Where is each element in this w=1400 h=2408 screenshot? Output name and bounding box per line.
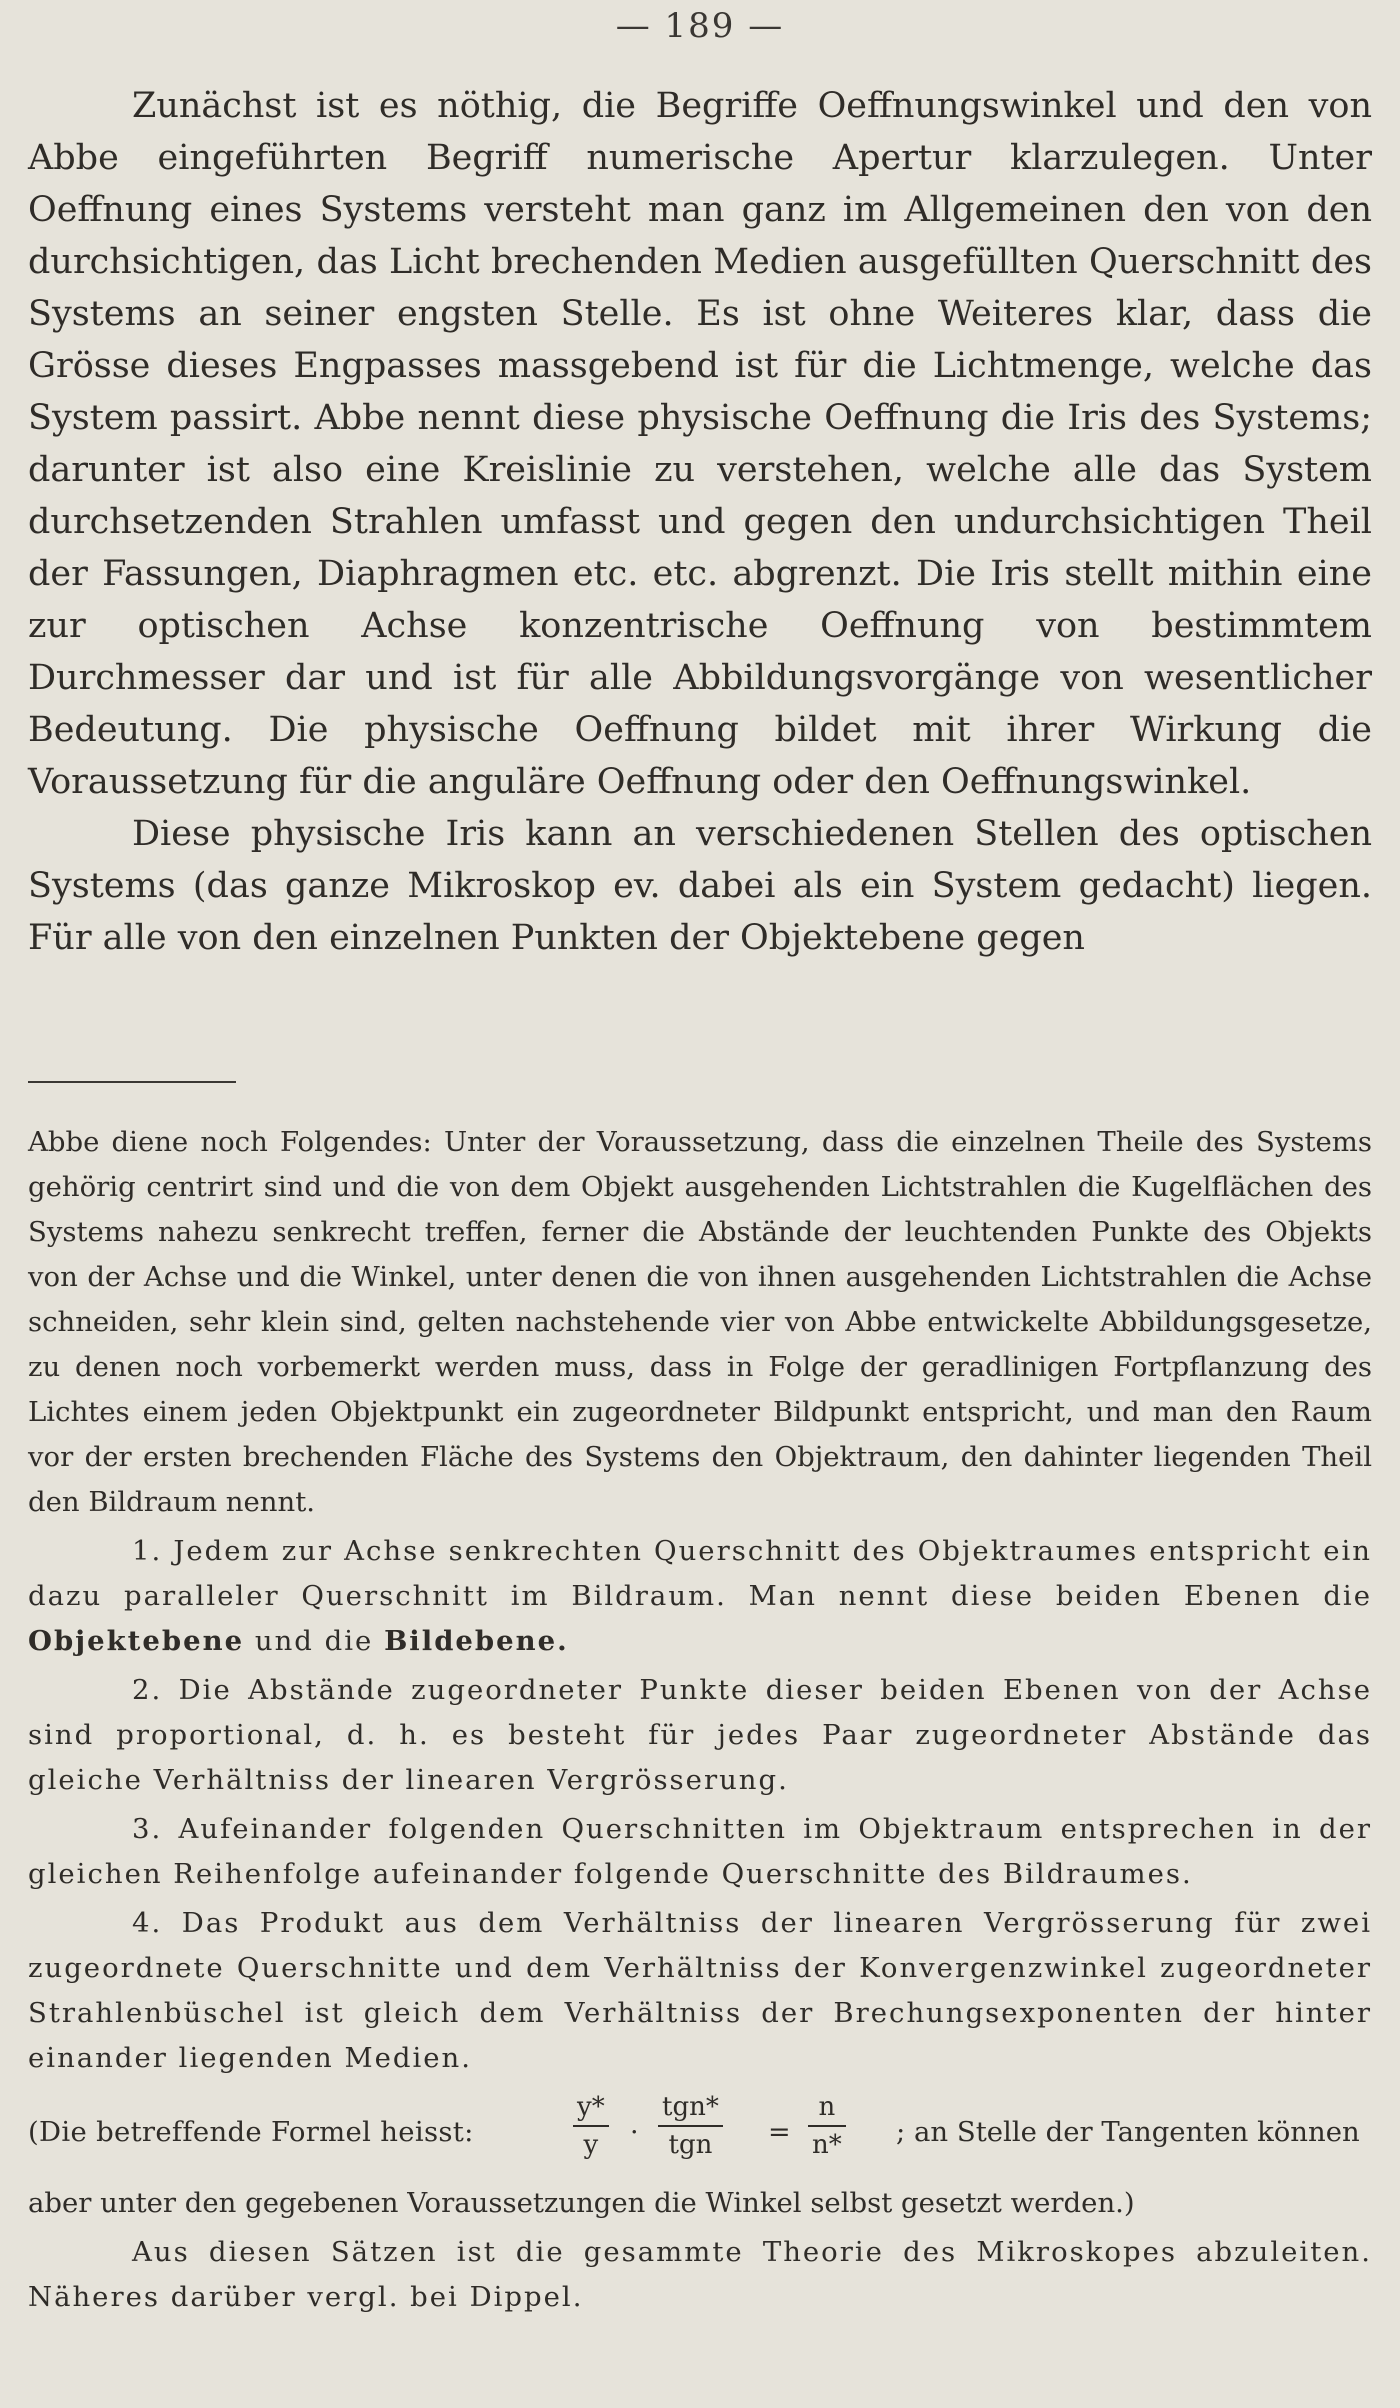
law-2: 2. Die Abstände zugeordneter Punkte dieser beiden Ebenen von der Achse sind proportional, d. h. es besteht für jedes Paar zugeordneter Abstände das gleiche Verhältniss der linearen Vergrösserung. <box>28 1674 1372 1796</box>
fraction-n-denominator: n* <box>812 2130 842 2160</box>
law-3: 3. Aufeinander folgenden Querschnitten im Objektraum entsprechen in der gleichen Reihenfolge aufeinander folgende Querschnitte des Bildraumes. <box>28 1813 1372 1890</box>
multiply-dot: · <box>630 2117 639 2148</box>
fraction-tgn <box>658 2089 723 2163</box>
footnote-divider <box>28 1081 236 1083</box>
fraction-y <box>573 2089 609 2163</box>
footnote <box>28 1120 1372 2324</box>
fraction-y-numerator: y* <box>573 2089 609 2127</box>
formula-tail: ; an Stelle der Tangenten können <box>896 2116 1360 2148</box>
paragraph-1: Zunächst ist es nöthig, die Begriffe Oeffnungswinkel und den von Abbe eingeführten Begriff numerische Apertur klarzulegen. Unter Oeffnung eines Systems versteht man ganz im Allgemeinen den von den durchsichtigen, das Licht brechenden Medien ausgefüllten Querschnitt des Systems an seiner engsten Stelle. Es ist ohne Weiteres klar, dass die Grösse dieses Engpasses massgebend ist für die Lichtmenge, welche das System passirt. Abbe nennt diese physische Oeffnung die Iris des Systems; darunter ist also eine Kreislinie zu verstehen, welche alle das System durchsetzenden Strahlen umfasst und gegen den undurchsichtigen Theil der Fassungen, Diaphragmen etc. etc. abgrenzt. Die Iris stellt mithin eine zur optischen Achse konzentrische Oeffnung von bestimmtem Durchmesser dar und ist für alle Abbildungsvorgänge von wesentlicher Bedeutung. Die physische Oeffnung bildet mit ihrer Wirkung die Voraussetzung für die anguläre Oeffnung oder den Oeffnungswinkel. <box>28 86 1372 802</box>
fraction-tgn-numerator: tgn* <box>658 2089 723 2127</box>
formula-line <box>28 2085 1372 2181</box>
fraction-y-denominator: y <box>583 2130 599 2160</box>
fraction-n-numerator: n <box>808 2089 846 2127</box>
page-number: — 189 — <box>615 6 785 46</box>
formula-continuation: aber unter den gegebenen Voraussetzungen die Winkel selbst gesetzt werden.) <box>28 2187 1135 2219</box>
term-objektebene: Objektebene <box>28 1625 245 1657</box>
term-bildebene: Bildebene. <box>384 1625 569 1657</box>
fraction-n <box>808 2089 846 2163</box>
footnote-intro: Abbe diene noch Folgendes: Unter der Voraussetzung, dass die einzelnen Theile des Systems gehörig centrirt sind und die von dem Objekt ausgehenden Lichtstrahlen die Kugelflächen des Systems nahezu senkrecht treffen, ferner die Abstände der leuchtenden Punkte des Objekts von der Achse und die Winkel, unter denen die von ihnen ausgehenden Lichtstrahlen die Achse schneiden, sehr klein sind, gelten nachstehende vier von Abbe entwickelte Abbildungsgesetze, zu denen noch vorbemerkt werden muss, dass in Folge der geradlinigen Fortpflanzung des Lichtes einem jeden Objektpunkt ein zugeordneter Bildpunkt entspricht, und man den Raum vor der ersten brechenden Fläche des Systems den Objektraum, den dahinter liegenden Theil den Bildraum nennt. <box>28 1126 1372 1518</box>
law-1 <box>28 1529 1372 1664</box>
main-text <box>28 80 1372 964</box>
closing-text: Aus diesen Sätzen ist die gesammte Theorie des Mikroskopes abzuleiten. Näheres darüber vergl. bei Dippel. <box>28 2236 1372 2313</box>
formula-label: (Die betreffende Formel heisst: <box>28 2116 474 2148</box>
equals-sign: = <box>768 2117 791 2148</box>
law-1-and: und die <box>254 1625 374 1657</box>
fraction-tgn-denominator: tgn <box>668 2130 713 2160</box>
law-4: 4. Das Produkt aus dem Verhältniss der linearen Vergrösserung für zwei zugeordnete Querschnitte und dem Verhältniss der Konvergenzwinkel zugeordneter Strahlenbüschel ist gleich dem Verhältniss der Brechungsexponenten der hinter einander liegenden Medien. <box>28 1907 1372 2074</box>
law-1-text: 1. Jedem zur Achse senkrechten Querschnitt des Objektraumes entspricht ein dazu paralleler Querschnitt im Bildraum. Man nennt diese beiden Ebenen die <box>28 1535 1372 1612</box>
paragraph-2: Diese physische Iris kann an verschiedenen Stellen des optischen Systems (das ganze Mikroskop ev. dabei als ein System gedacht) liegen. Für alle von den einzelnen Punkten der Objektebene gegen <box>28 814 1372 958</box>
